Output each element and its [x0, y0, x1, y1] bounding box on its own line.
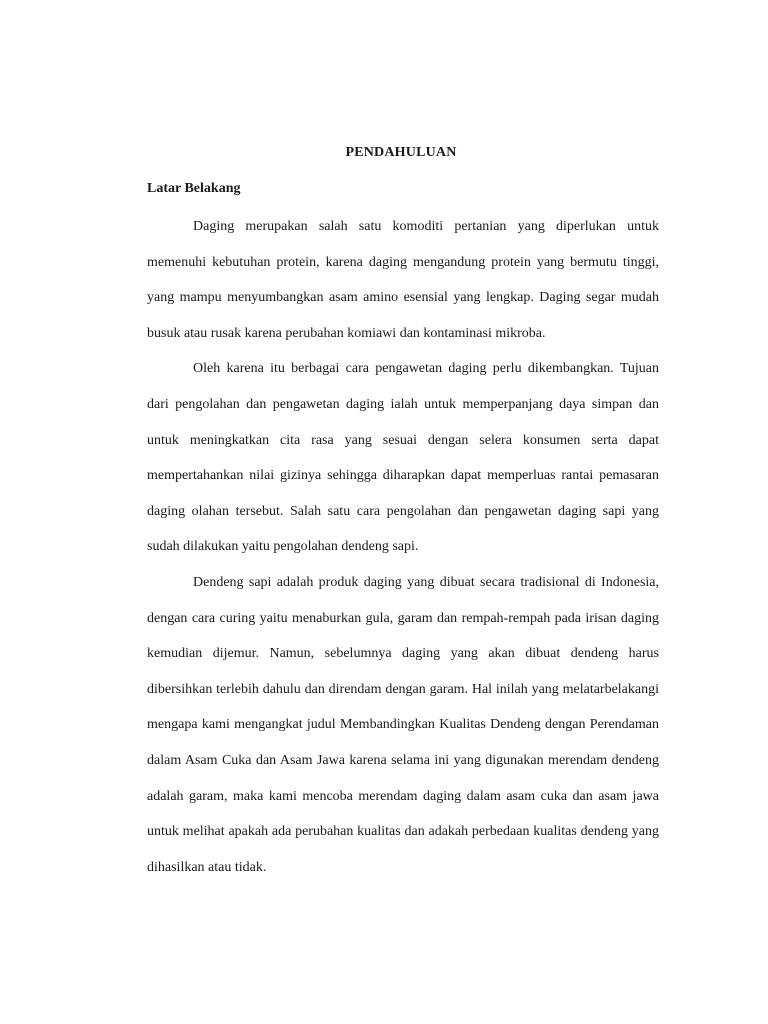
body-text — [147, 209, 659, 885]
paragraph-3: Dendeng sapi adalah produk daging yang dibuat secara tradisional di Indonesia, dengan cara curing yaitu menaburkan gula, garam dan rempah-rempah pada irisan daging kemudian dijemur. Namun, sebelumnya daging yang akan dibuat dendeng harus dibersihkan terlebih dahulu dan direndam dengan garam. Hal inilah yang melatarbelakangi mengapa kami mengangkat judul Membandingkan Kualitas Dendeng dengan Perendaman dalam Asam Cuka dan Asam Jawa karena selama ini yang digunakan merendam dendeng adalah garam, maka kami mencoba merendam daging dalam asam cuka dan asam jawa untuk melihat apakah ada perubahan kualitas dan adakah perbedaan kualitas dendeng yang dihasilkan atau tidak. — [147, 574, 659, 875]
section-heading: Latar Belakang — [147, 181, 241, 196]
paragraph-1: Daging merupakan salah satu komoditi pertanian yang diperlukan untuk memenuhi kebutuhan protein, karena daging mengandung protein yang bermutu tinggi, yang mampu menyumbangkan asam amino esensial yang lengkap. Daging segar mudah busuk atau rusak karena perubahan komiawi dan kontaminasi mikroba. — [147, 219, 659, 341]
page-title: PENDAHULUAN — [345, 145, 457, 160]
paragraph-2: Oleh karena itu berbagai cara pengawetan daging perlu dikembangkan. Tujuan dari pengolahan dan pengawetan daging ialah untuk memperpanjang daya simpan dan untuk meningkatkan cita rasa yang sesuai dengan selera konsumen serta dapat mempertahankan nilai gizinya sehingga diharapkan dapat memperluas rantai pemasaran daging olahan tersebut. Salah satu cara pengolahan dan pengawetan daging sapi yang sudah dilakukan yaitu pengolahan dendeng sapi. — [147, 361, 659, 555]
